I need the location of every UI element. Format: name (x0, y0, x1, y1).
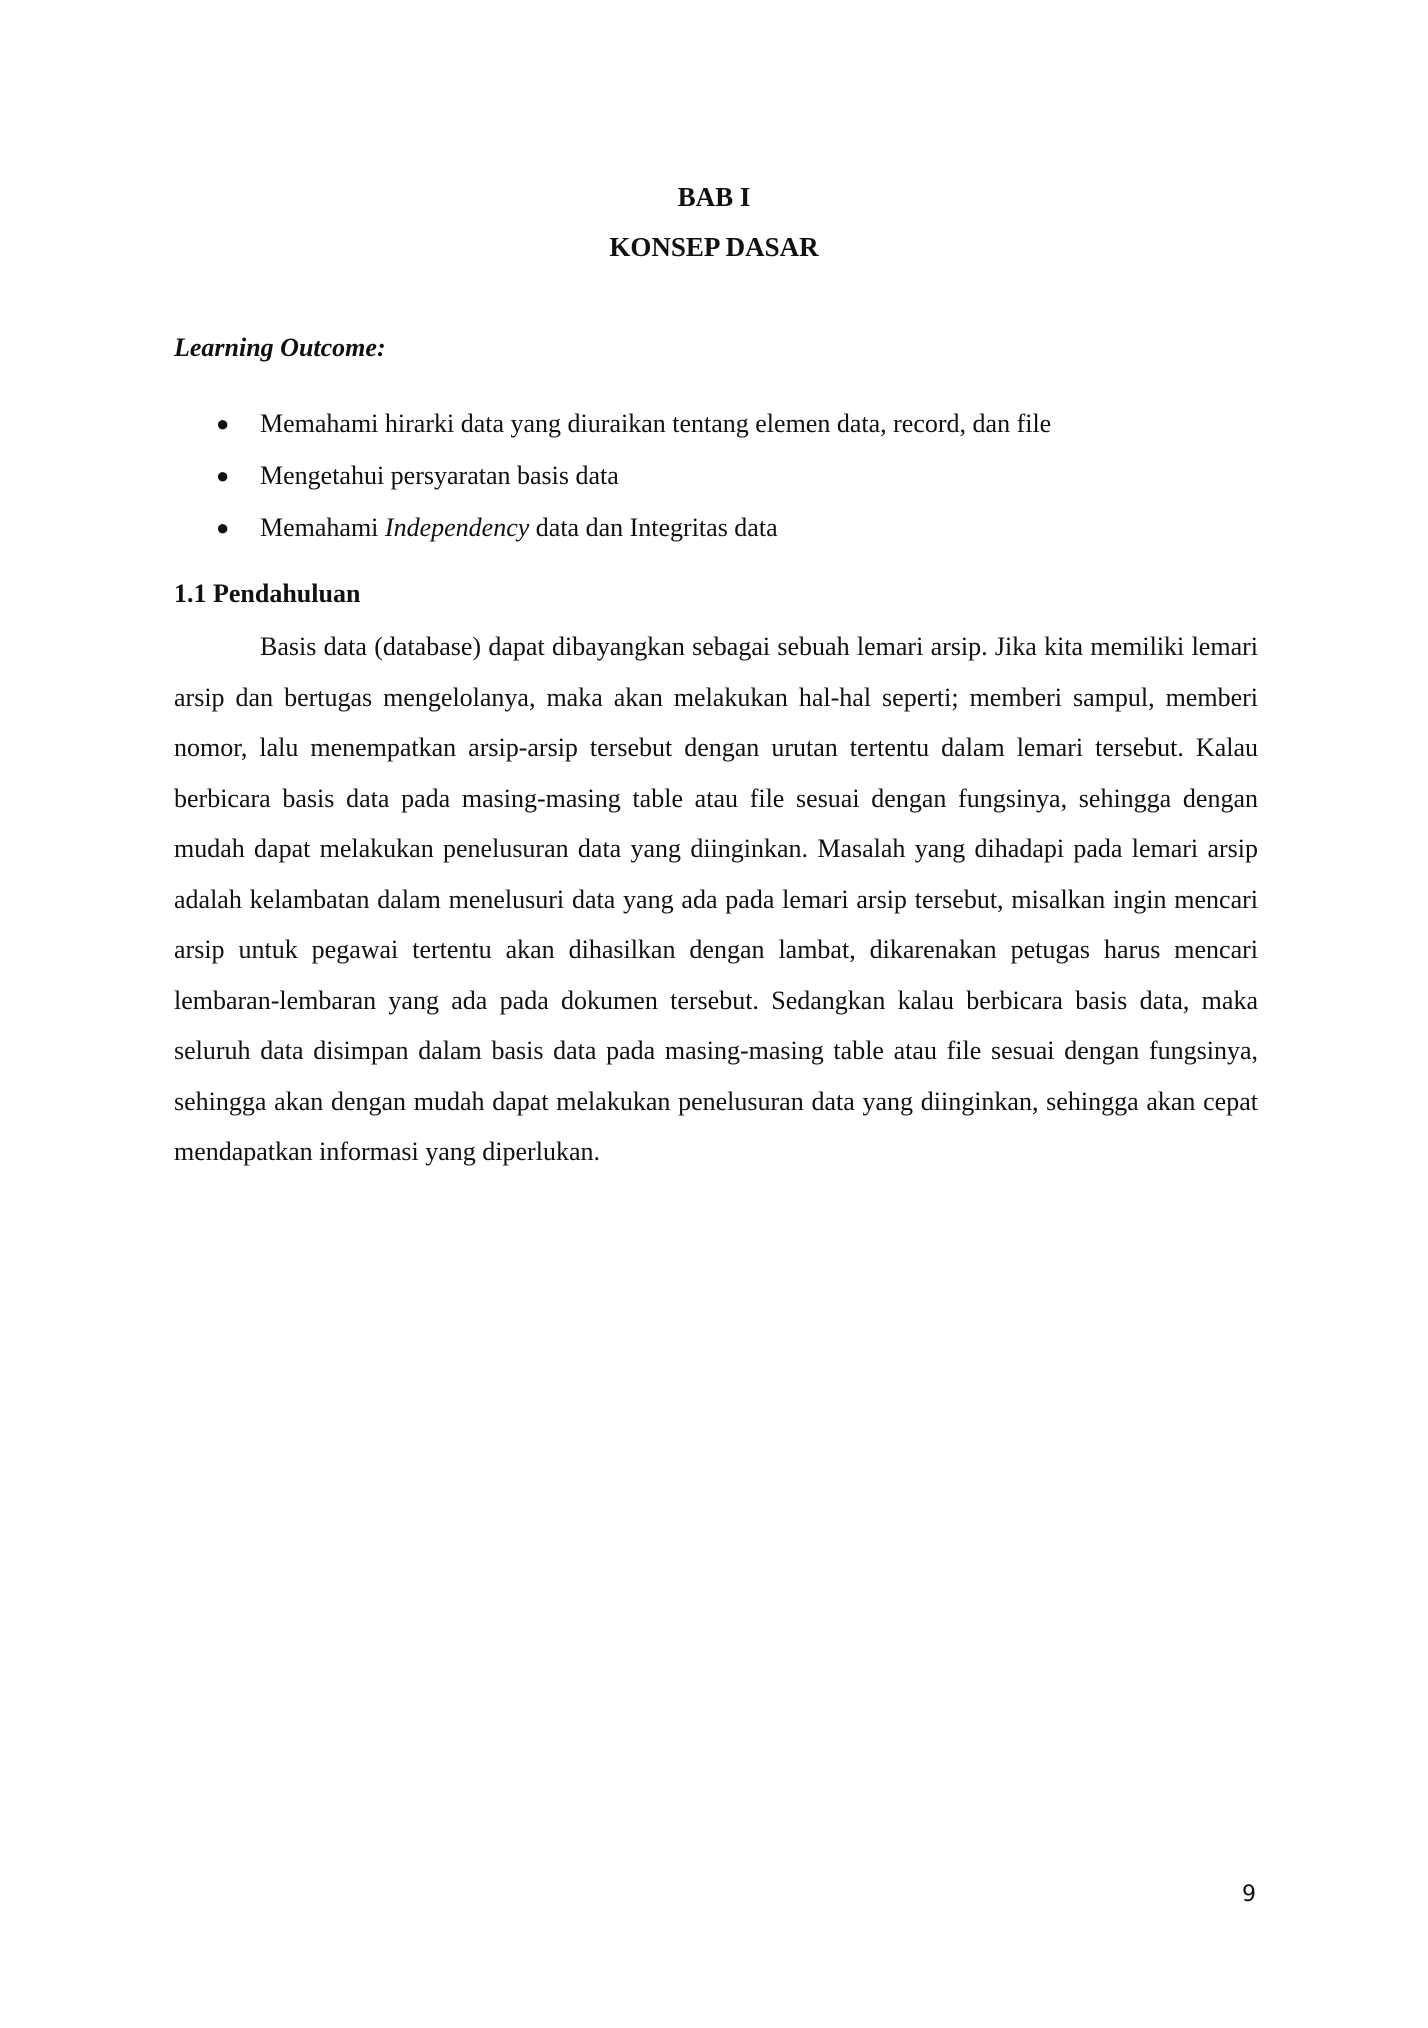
page-number: 9 (1242, 1882, 1256, 1907)
bullet-icon: ● (216, 411, 230, 436)
bullet-icon: ● (216, 463, 230, 488)
chapter-title: KONSEP DASAR (609, 232, 819, 262)
learning-outcome-item (174, 398, 1254, 450)
section-paragraph: Basis data (database) dapat dibayangkan sebagai sebuah lemari arsip. Jika kita memiliki lemari arsip dan bertugas mengelolanya, maka akan melakukan hal-hal seperti; memberi sampul, memberi nomor, lalu menempatkan arsip-arsip tersebut dengan urutan tertentu dalam lemari tersebut. Kalau berbicara basis data pada masing-masing table atau file sesuai dengan fungsinya, sehingga dengan mudah dapat melakukan penelusuran data yang diinginkan. Masalah yang dihadapi pada lemari arsip adalah kelambatan dalam menelusuri data yang ada pada lemari arsip tersebut, misalkan ingin mencari arsip untuk pegawai tertentu akan dihasilkan dengan lambat, dikarenakan petugas harus mencari lembaran-lembaran yang ada pada dokumen tersebut. Sedangkan kalau berbicara basis data, maka seluruh data disimpan dalam basis data pada masing-masing table atau file sesuai dengan fungsinya, sehingga akan dengan mudah dapat melakukan penelusuran data yang diinginkan, sehingga akan cepat mendapatkan informasi yang diperlukan. (174, 632, 1258, 1166)
bullet-icon: ● (216, 515, 230, 540)
chapter-heading (0, 172, 1428, 272)
chapter-number: BAB I (677, 182, 751, 212)
learning-outcome-item (174, 502, 1254, 554)
learning-outcome-heading: Learning Outcome: (174, 333, 386, 362)
learning-outcome-text-start: Memahami (260, 513, 385, 542)
learning-outcome-list (174, 398, 1254, 554)
section-heading: 1.1 Pendahuluan (174, 579, 361, 608)
learning-outcome-text-end: data dan Integritas data (529, 513, 778, 542)
learning-outcome-text: Mengetahui persyaratan basis data (260, 461, 619, 490)
learning-outcome-text: Memahami hirarki data yang diuraikan tentang elemen data, record, dan file (260, 409, 1052, 438)
learning-outcome-item (174, 450, 1254, 502)
learning-outcome-emphasis: Independency (384, 513, 530, 542)
